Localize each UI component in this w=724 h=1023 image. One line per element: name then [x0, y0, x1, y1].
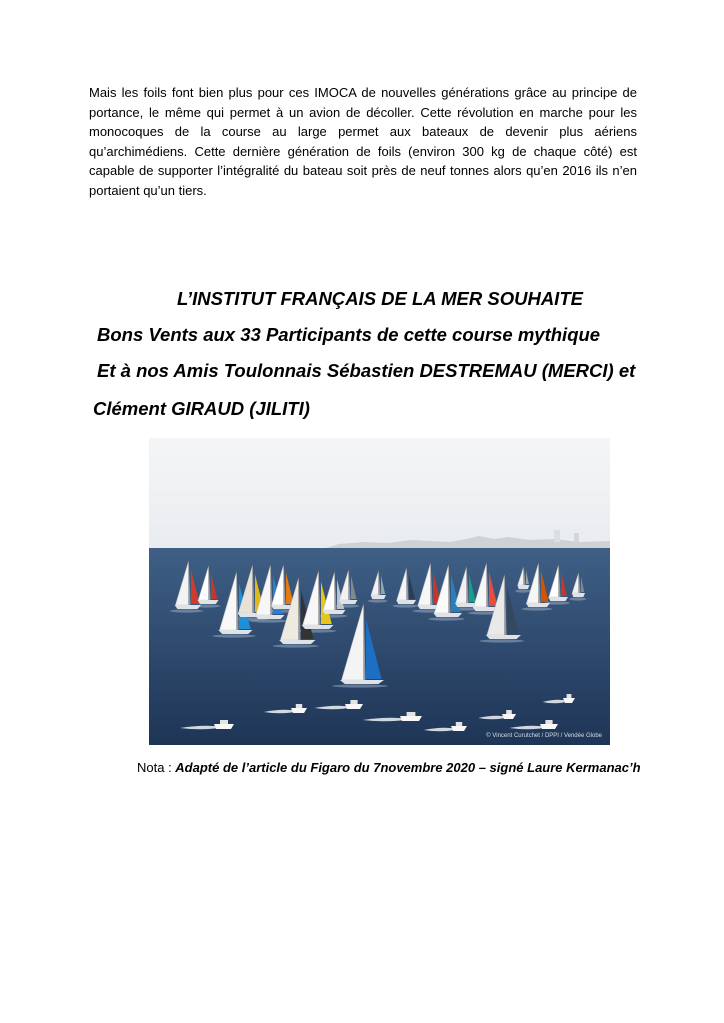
announcement-wishes: Bons Vents aux 33 Participants de cette course mythique [97, 324, 601, 345]
source-note [137, 760, 641, 775]
coast-building [554, 530, 560, 542]
nota-label: Nota : [137, 760, 176, 775]
announcement-friends: Et à nos Amis Toulonnais Sébastien DESTREMAU (MERCI) et [97, 360, 636, 381]
nota-source: Adapté de l’article du Figaro du 7novembre 2020 – signé Laure Kermanac’h [175, 760, 641, 775]
announcement-friends-continued: Clément GIRAUD (JILITI) [93, 398, 310, 419]
article-paragraph: Mais les foils font bien plus pour ces IMOCA de nouvelles générations grâce au principe de portance, le même qui permet à un avion de décoller. Cette révolution en marche pour les monocoques de la course au large permet aux bateaux de devenir plus aériens qu’archimédiens. Cette dernière génération de foils (environ 300 kg de chaque côté) est capable de supporter l’intégralité du bateau soit près de neuf tonnes alors qu’en 2016 ils n’en portaient qu’un tiers. [89, 85, 637, 198]
sky [149, 438, 610, 548]
announcement-title: L’INSTITUT FRANÇAIS DE LA MER SOUHAITE [177, 288, 583, 309]
regatta-photo [149, 438, 610, 745]
coast-building [574, 533, 579, 542]
regatta-scene [149, 438, 610, 745]
photo-credit: © Vincent Curutchet / DPPI / Vendée Globe [486, 733, 602, 739]
